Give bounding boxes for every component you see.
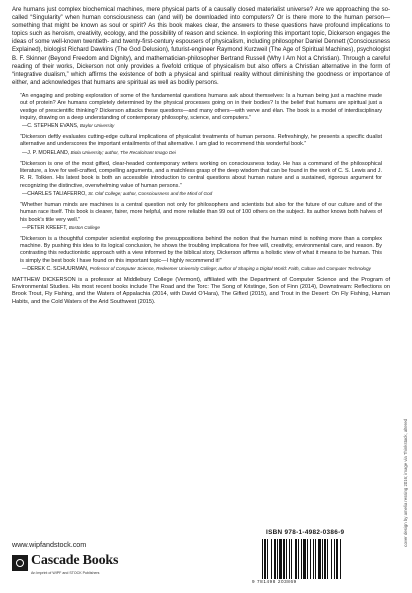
endorsement-evans	[20, 93, 382, 130]
author-bio-text: is a professor at Middlebury College (Vermont), affiliated with the Department of Computer Science and the Program of Environmental Studies. His most recent books include The Road and the Torc: The Song of Kristinge, Son of Finn (2014), Downstream: Reflections on Brook Trout, Fly Fishing, and the Waters of Appalachia (2014, with David O’Hara), The Gifted (2015), and Trout in the Desert: On Fly Fishing, Human Habits, and the Cold Waters of the Arid Southwest (2015).	[12, 276, 391, 305]
endorsement-text: “Whether human minds are machines is a central question not only for philosophers and scientists but also for the future of our culture and of the human race itself. This book is clearer, fairer, more helpful, and more reliable than 99 out of 100 others on the subject. Its author knows both halves of his book’s title very well.”	[20, 201, 382, 223]
endorsement-author: —CHARLES TALIAFERRO,	[22, 190, 87, 197]
publisher-name: Cascade Books	[31, 553, 119, 568]
barcode-digits: 9 781498 203869	[252, 579, 297, 584]
endorsement-affiliation: Biola University; author, The Recalcitrant Imago Dei	[70, 149, 176, 155]
isbn-barcode	[252, 528, 384, 590]
endorsement-schuurman	[20, 236, 382, 273]
endorsement-text: “An engaging and probing exploration of some of the fundamental questions humans ask about themselves: Is a human being just a machine made out of protein? Are humans completely determined by the physical processes going on in their bodies? Is the belief that humans are spiritual just a vestige of prescientific thinking? Dickerson attacks these questions—and many others—with verve and élan. The book is a model of interdisciplinary inquiry, drawing on a deep understanding of contemporary philosophy, science, and computers.”	[20, 92, 382, 121]
endorsement-affiliation: Boston College	[68, 224, 100, 230]
endorsement-kreeft	[20, 202, 382, 232]
author-bio-name: MATTHEW DICKERSON	[12, 276, 76, 283]
endorsement-text: “Dickerson is a thoughtful computer scientist exploring the presuppositions behind the notion that the human mind is nothing more than a complex machine. By pushing this idea to its logical conclusion, he shows the troubling implications for free will, creativity, environmental care, and reason. By contrasting this reductionistic approach with a view informed by the biblical story, Dickerson affirms a holistic view of what it means to be human. This is simply the best book I have found on this important topic—I highly recommend it!”	[20, 235, 382, 264]
book-description: Are humans just complex biochemical machines, mere physical parts of a causally closed materialist universe? Are we approaching the so-called “Singularity” when human consciousness can (and will) be downloaded into computers? Or is there more to the human person—something that might be known as soul or spirit? As this book makes clear, the answers to these questions have profound implications to topics such as heroism, creativity, ecology, and the possibility of reason and science. In exploring this important topic, Dickerson engages the ideas of some well-known twentieth- and twenty-first-century espousers of physicalism, including philosopher Daniel Dennett (Consciousness Explained), biologist Richard Dawkins (The God Delusion), futurist-engineer Raymond Kurzweil (The Age of Spiritual Machines), psychologist B. F. Skinner (Beyond Freedom and Dignity), and mathematician-philosopher Bertrand Russell (Why I Am Not a Christian). Through a careful reading of their works, Dickerson not only provides a fivefold critique of physicalism but also offers a Christian alternative in the form of “integrative dualism,” which affirms the existence of both a physical and spiritual reality without diminishing the goodness or importance of either, and acknowledges that humans are spiritual as well as bodily persons.	[12, 7, 390, 86]
publisher-mark-icon	[12, 555, 28, 571]
publisher-url: www.wipfandstock.com	[12, 540, 87, 549]
endorsement-text: “Dickerson is one of the most gifted, clear-headed contemporary writers working on consciousness today. He has a command of the philosophical literature, a love for well-crafted, compelling arguments, and a matchless grasp of the deep wisdom that can be found in the work of C. S. Lewis and J. R. R. Tolkien. His latest book is both an accessible introduction to central questions about human nature and a sustained, rigorous argument for recognizing the distinctive, overwhelming value of human persons.”	[20, 160, 382, 189]
endorsement-author: —PETER KREEFT,	[22, 224, 68, 231]
endorsement-author: —C. STEPHEN EVANS,	[22, 123, 79, 130]
endorsement-author: —J. P. MORELAND,	[22, 149, 70, 156]
endorsement-moreland	[20, 134, 382, 157]
publisher-imprint: An Imprint of WIPF and STOCK Publishers	[31, 571, 100, 575]
cover-text-column	[12, 6, 390, 306]
endorsement-affiliation: Professor of Computer Science, Redeemer University College; author of Shaping a Digital World: Faith, Culture and Computer Technology	[89, 265, 371, 271]
endorsement-taliaferro	[20, 161, 382, 198]
endorsement-affiliation: Baylor University	[79, 123, 115, 129]
isbn-number: ISBN 978-1-4982-0386-9	[266, 529, 345, 536]
endorsement-author: —DEREK C. SCHUURMAN,	[22, 265, 89, 272]
author-bio	[12, 277, 390, 306]
barcode-bars	[262, 539, 374, 579]
publisher-logo	[12, 553, 119, 581]
endorsement-affiliation: St. Olaf College; author, Consciousness and the Mind of God	[88, 190, 213, 196]
cover-credit: cover design by amelia ressing 2016; image via Thinkstock, altered	[403, 419, 408, 547]
endorsement-text: “Dickerson deftly evaluates cutting-edge cultural implications of physicalist treatments of human persons. Refreshingly, he presents a specific dualist alternative and underscores the important entailments of that alternative. I am glad to recommend this wonderful book.”	[20, 134, 382, 148]
